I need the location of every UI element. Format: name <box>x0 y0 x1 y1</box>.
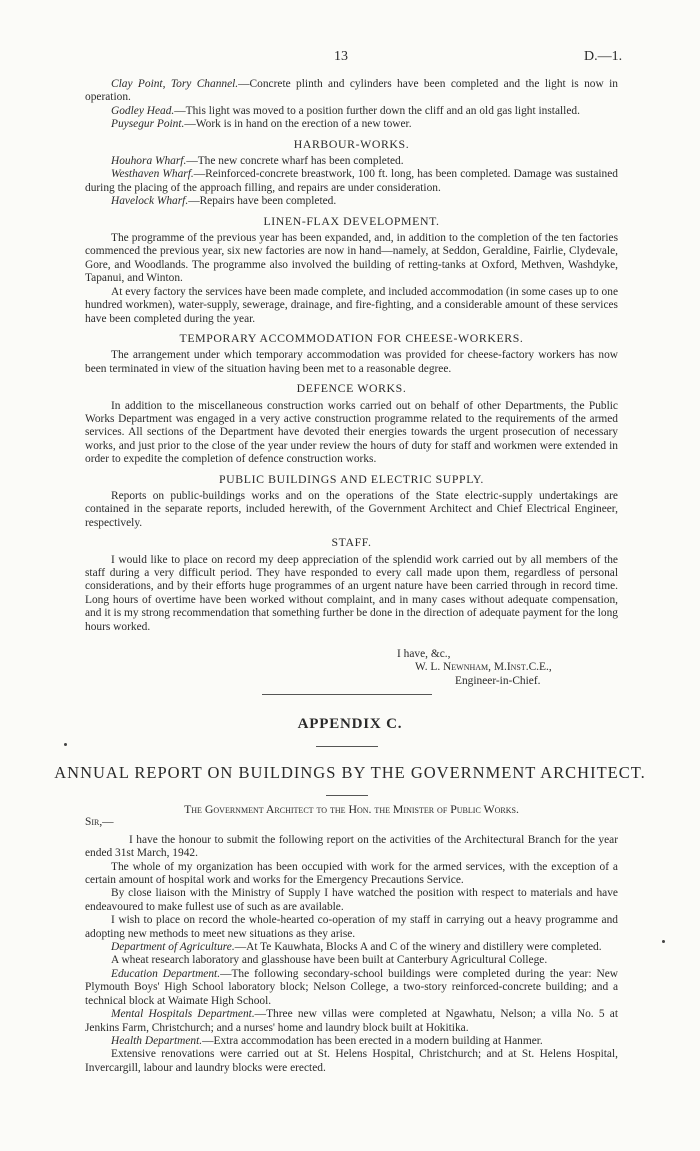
paragraph-public-buildings: Reports on public-buildings works and on the operations of the State electric-supply undertakings are contained in the separate reports, included herewith, of the Government Architect and Chief Electrical Engineer, respectively. <box>85 489 618 529</box>
section-divider-rule <box>262 694 432 695</box>
heading-harbour-works: HARBOUR-WORKS. <box>293 136 410 151</box>
appendix-paragraph-wheat: A wheat research laboratory and glasshouse have been built at Canterbury Agricultural College. <box>111 954 548 967</box>
paragraph-houhora: Houhora Wharf.—The new concrete wharf has been completed. <box>111 155 404 168</box>
heading-cheese-workers: TEMPORARY ACCOMMODATION FOR CHEESE-WORKERS. <box>179 330 524 345</box>
upper-section <box>85 78 618 688</box>
paragraph-puysegur-point: Puysegur Point.—Work is in hand on the erection of a new tower. <box>111 118 412 131</box>
appendix-paragraph-4: I wish to place on record the whole-hearted co-operation of my staff in carrying out a heavy programme and adopting new methods to meet new situations as they arise. <box>85 914 618 940</box>
heading-public-buildings: PUBLIC BUILDINGS AND ELECTRIC SUPPLY. <box>219 471 484 486</box>
signoff-greeting: I have, &c., <box>397 648 451 661</box>
appendix-paragraph-education: Education Department.—The following secondary-school buildings were completed during the year: New Plymouth Boys' High School laboratory block; Nelson College, a two-story reinforced-concrete building; and a technical block at Waimate High School. <box>85 967 618 1007</box>
paragraph-defence: In addition to the miscellaneous construction works carried out on behalf of other Departments, the Public Works Department was engaged in a very active construction programme related to the requirements of the armed services. All sections of the Department have devoted their energies towards the urgent prosecution of necessary works, and just prior to the close of the year under review the hours of duty for staff and workmen were extended in order to expedite the completion of defence construction works. <box>85 399 618 466</box>
appendix-paragraph-renovations: Extensive renovations were carried out at St. Helens Hospital, Christchurch; and at St. Helens Hospital, Invercargill, labour and laundry blocks were erected. <box>85 1048 618 1074</box>
paragraph-westhaven: Westhaven Wharf.—Reinforced-concrete breastwork, 100 ft. long, has been completed. Damage was sustained during the placing of the approach filling, and repairs are under consideration. <box>85 168 619 194</box>
signoff-title: Engineer-in-Chief. <box>455 674 541 687</box>
report-title: ANNUAL REPORT ON BUILDINGS BY THE GOVERNMENT ARCHITECT. <box>54 763 646 782</box>
address-line: The Government Architect to the Hon. the Minister of Public Works. <box>184 802 519 816</box>
appendix-paragraph-mental-hospitals: Mental Hospitals Department.—Three new villas were completed at Ngawhatu, Nelson; a villa No. 5 at Jenkins Farm, Christchurch; and a nurses' home and laundry block built at Hokitika. <box>85 1008 618 1034</box>
appendix-paragraph-health: Health Department.—Extra accommodation has been erected in a modern building at Hanmer. <box>111 1034 543 1047</box>
page-number: 13 <box>334 49 348 64</box>
heading-defence-works: DEFENCE WORKS. <box>296 381 407 396</box>
margin-speck <box>64 743 67 746</box>
paragraph-linen-1: The programme of the previous year has been expanded, and, in addition to the completion of the ten factories commenced the previous year, six new factories are now in hand—namely, at Seddon, Geraldine, Fairlie, Clydevale, Gore, and Woodlands. The programme also involved the building of retting-tanks at Oxford, Methven, Washdyke, Tapanui, and Winton. <box>85 232 618 285</box>
signoff-name: W. L. Newnham, M.Inst.C.E., <box>415 661 552 674</box>
paragraph-staff: I would like to place on record my deep appreciation of the splendid work carried out by all members of the staff during a very difficult period. They have responded to every call made upon them, regardless of personal considerations, and by their efforts huge programmes of an urgent nature have been carried through in record time. Long hours of overtime have been worked without complaint, and in many cases without adequate compensation, and it is my strong recommendation that something further be done in the direction of adequate payment for the long hours worked. <box>85 553 618 633</box>
paragraph-linen-2: At every factory the services have been made complete, and included accommodation (in some cases up to one hundred workmen), water-supply, sewerage, drainage, and fire-fighting, and a considerable amount of these services have been completed during the year. <box>85 285 618 325</box>
appendix-underline <box>316 746 378 747</box>
margin-speck <box>662 940 665 943</box>
heading-linen-flax: LINEN-FLAX DEVELOPMENT. <box>263 213 440 228</box>
appendix-paragraph-2: The whole of my organization has been occupied with work for the armed services, with the exception of a certain amount of hospital work and works for the Emergency Precautions Service. <box>85 860 618 887</box>
page-header <box>0 50 700 66</box>
appendix-title: APPENDIX C. <box>297 716 403 732</box>
appendix-paragraph-3: By close liaison with the Ministry of Supply I have watched the position with respect to materials and have endeavoured to make fullest use of such as are available. <box>85 887 618 913</box>
appendix-paragraph-agriculture: Department of Agriculture.—At Te Kauwhata, Blocks A and C of the winery and distillery were completed. <box>111 941 602 954</box>
paragraph-clay-point: Clay Point, Tory Channel.—Concrete plinth and cylinders have been completed and the light is now in operation. <box>85 78 618 104</box>
heading-staff: STAFF. <box>331 535 372 550</box>
document-reference: D.—1. <box>584 49 623 64</box>
signoff-block <box>85 648 618 688</box>
appendix-body <box>85 803 618 1075</box>
paragraph-cheese: The arrangement under which temporary accommodation was provided for cheese-factory workers has now been terminated in view of the situation having been met to a reasonable degree. <box>85 349 618 375</box>
paragraph-havelock: Havelock Wharf.—Repairs have been completed. <box>111 195 337 208</box>
salutation: Sir,— <box>85 816 114 829</box>
report-title-underline <box>326 795 368 796</box>
appendix-paragraph-1: I have the honour to submit the following report on the activities of the Architectural Branch for the year ended 31st March, 1942. <box>85 833 618 860</box>
paragraph-godley-head: Godley Head.—This light was moved to a position further down the cliff and an old gas light installed. <box>111 104 580 117</box>
